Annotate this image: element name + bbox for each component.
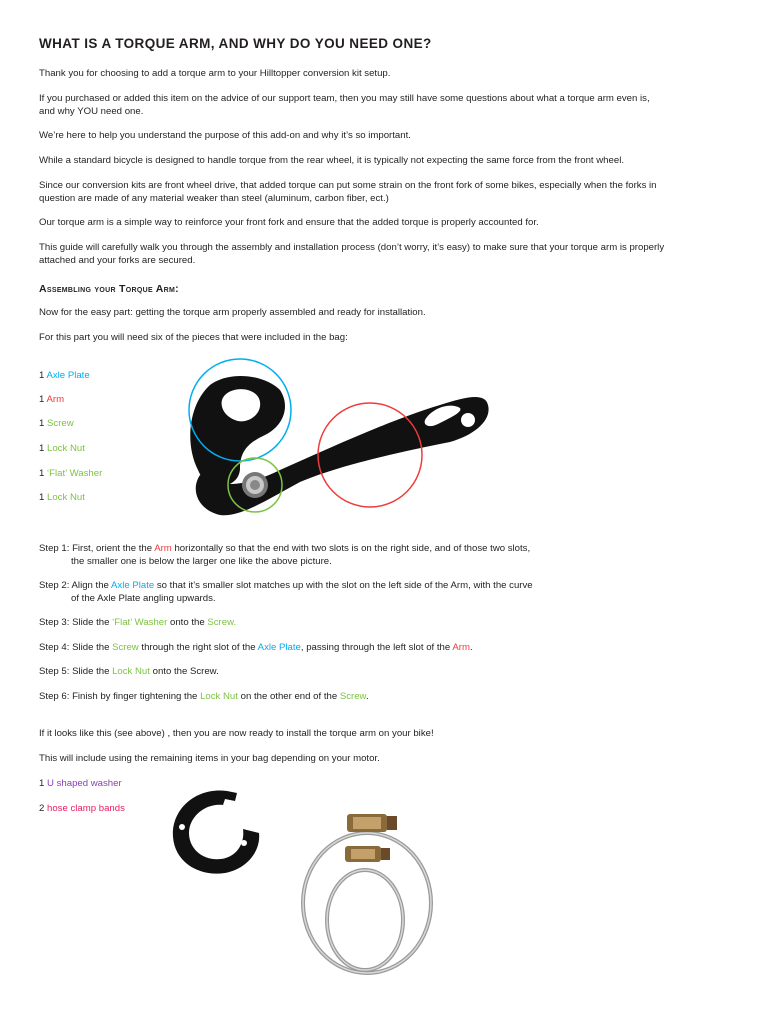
intro-paragraph: While a standard bicycle is designed to handle torque from the rear wheel, it is typically not expecting the same force from the front wheel. xyxy=(39,155,624,166)
outro-paragraph: This will include using the remaining items in your bag depending on your motor. xyxy=(39,753,380,764)
u-washer-illustration xyxy=(165,785,265,880)
step-6: Step 6: Finish by finger tightening the Lock Nut on the other end of the Screw. xyxy=(39,691,369,702)
outro-paragraph: If it looks like this (see above) , then you are now ready to install the torque arm on your bike! xyxy=(39,728,434,739)
step-3: Step 3: Slide the ‘Flat’ Washer onto the Screw. xyxy=(39,617,237,628)
intro-paragraph: Our torque arm is a simple way to reinforce your front fork and ensure that the added torque is properly accounted for. xyxy=(39,217,539,228)
intro-paragraph: Thank you for choosing to add a torque arm to your Hilltopper conversion kit setup. xyxy=(39,68,391,79)
torque-arm-illustration xyxy=(180,350,500,530)
step-1: Step 1: First, orient the the Arm horizontally so that the end with two slots is on the right side, and of those two slots, the smaller one is below the larger one like the above picture. xyxy=(39,543,531,567)
step-2: Step 2: Align the Axle Plate so that it’s smaller slot matches up with the slot on the left side of the Arm, with the curve of the Axle Plate angling upwards. xyxy=(39,580,533,604)
part-item-lock-nut: 1 Lock Nut xyxy=(39,443,85,454)
step-4: Step 4: Slide the Screw through the right slot of the Axle Plate, passing through the left slot of the Arm. xyxy=(39,642,473,653)
step-5: Step 5: Slide the Lock Nut onto the Screw. xyxy=(39,666,219,677)
extra-item-u-washer: 1 U shaped washer xyxy=(39,778,122,789)
section-paragraph: For this part you will need six of the pieces that were included in the bag: xyxy=(39,332,348,343)
part-item-lock-nut: 1 Lock Nut xyxy=(39,492,85,503)
section-heading: Assembling your Torque Arm: xyxy=(39,283,179,295)
hose-clamp-illustration xyxy=(295,808,445,978)
section-paragraph: Now for the easy part: getting the torque arm properly assembled and ready for installation. xyxy=(39,307,426,318)
intro-paragraph: If you purchased or added this item on the advice of our support team, then you may still have some questions about what a torque arm even is, and why YOU need one. xyxy=(39,93,650,117)
part-item-flat-washer: 1 ‘Flat’ Washer xyxy=(39,468,103,479)
intro-paragraph: This guide will carefully walk you through the assembly and installation process (don’t worry, it’s easy) to make sure that your torque arm is properly attached and your forks are secured. xyxy=(39,242,665,266)
part-item-screw: 1 Screw xyxy=(39,418,74,429)
part-item-arm: 1 Arm xyxy=(39,394,65,405)
intro-paragraph: Since our conversion kits are front wheel drive, that added torque can put some strain on the front fork of some bikes, especially when the forks in question are made of any material weaker than steel (aluminum, carbon fiber, ect.) xyxy=(39,180,657,204)
part-item-axle-plate: 1 Axle Plate xyxy=(39,370,90,381)
page-title: WHAT IS A TORQUE ARM, AND WHY DO YOU NEED ONE? xyxy=(39,36,432,51)
extra-item-hose-clamp: 2 hose clamp bands xyxy=(39,803,125,814)
intro-paragraph: We’re here to help you understand the purpose of this add-on and why it’s so important. xyxy=(39,130,411,141)
